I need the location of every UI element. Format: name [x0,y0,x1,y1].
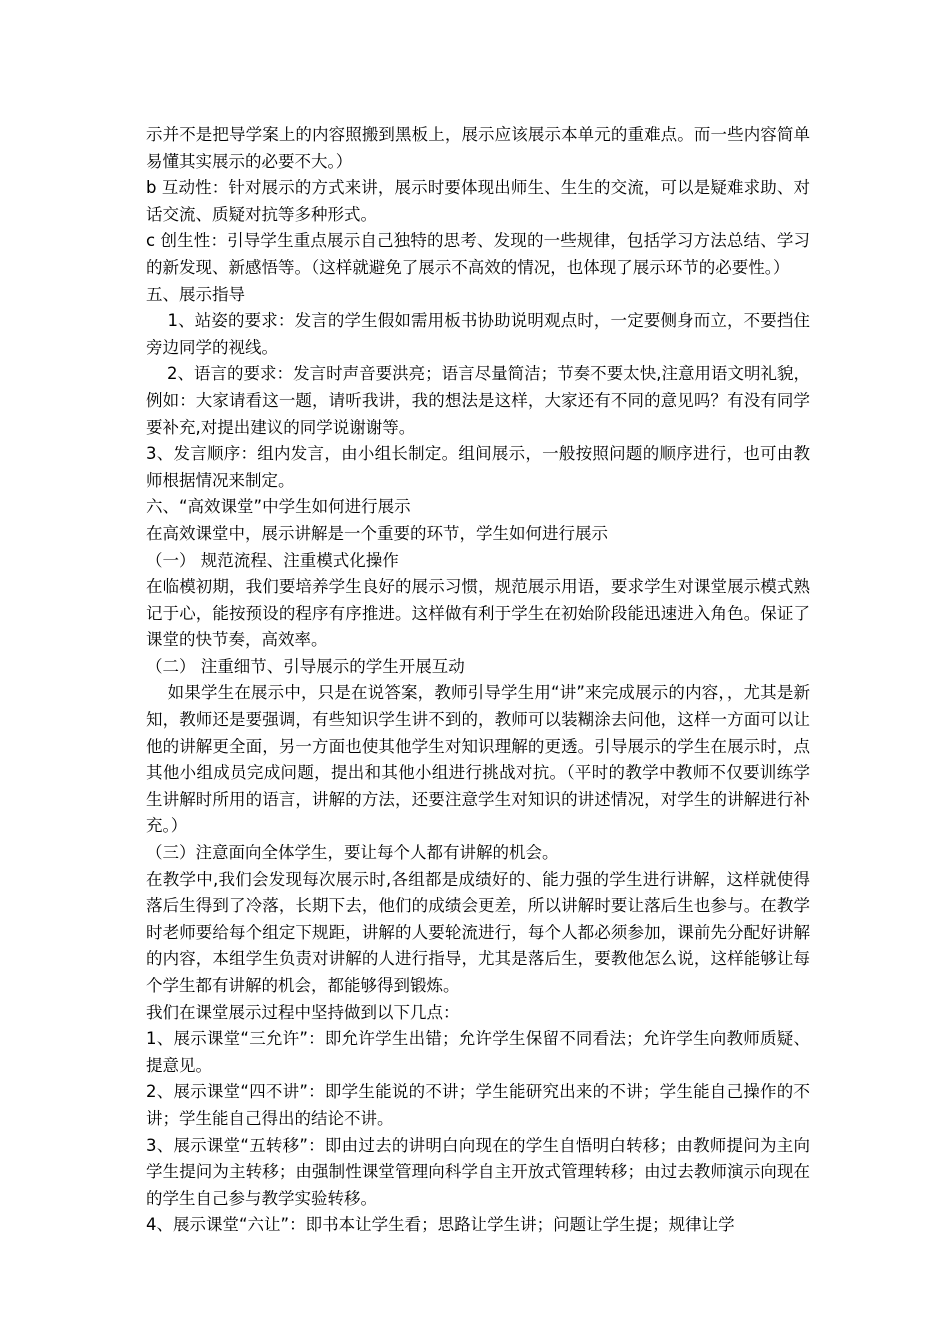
paragraph-speaking-order: 3、发言顺序：组内发言，由小组长制定。组间展示，一般按照问题的顺序进行，也可由教师根据情况来制定。 [146,444,810,490]
paragraph-posture: 1、站姿的要求：发言的学生假如需用板书协助说明观点时，一定要侧身而立，不要挡住旁边同学的视线。 [146,311,811,357]
list-item-four-no-teaching: 2、展示课堂“四不讲”：即学生能说的不讲；学生能研究出来的不讲；学生能自己操作的不讲；学生能自己得出的结论不讲。 [146,1082,810,1128]
paragraph-showing-significance: 示并不是把导学案上的内容照搬到黑板上，展示应该展示本单元的重难点。而一些内容简单易懂其实展示的必要不大。） [146,125,810,171]
paragraph-creativity: c 创生性：引导学生重点展示自己独特的思考、发现的一些规律，包括学习方法总结、学习的新发现、新感悟等。（这样就避免了展示不高效的情况，也体现了展示环节的必要性。） [146,231,810,277]
document-page [146,122,810,1239]
subheading-1: （一） 规范流程、注重模式化操作 [146,550,399,570]
list-item-three-allowances: 1、展示课堂“三允许”：即允许学生出错；允许学生保留不同看法；允许学生向教师质疑、提意见。 [146,1029,810,1075]
subheading-2: （二） 注重细节、引导展示的学生开展互动 [146,656,465,676]
paragraph-intro-section-6: 在高效课堂中，展示讲解是一个重要的环节，学生如何进行展示 [146,523,608,543]
subheading-3: （三）注意面向全体学生，要让每个人都有讲解的机会。 [146,843,559,863]
paragraph-details-interaction: 如果学生在展示中，只是在说答案，教师引导学生用“讲”来完成展示的内容，，尤其是新知，教师还是要强调，有些知识学生讲不到的，教师可以装糊涂去问他，这样一方面可以让他的讲解更全面，另一方面也使其他学生对知识理解的更透。引导展示的学生在展示时，点其他小组成员完成问题，提出和其他小组进行挑战对抗。（平时的教学中教师不仅要训练学生讲解时所用的语言，讲解的方法，还要注意学生对知识的讲述情况，对学生的讲解进行补充。） [146,683,810,836]
heading-section-5: 五、展示指导 [146,284,245,304]
paragraph-all-students: 在教学中,我们会发现每次展示时,各组都是成绩好的、能力强的学生进行讲解，这样就使得落后生得到了冷落，长期下去，他们的成绩会更差，所以讲解时要让落后生也参与。在教学时老师要给每个组定下规距，讲解的人要轮流进行，每个人都必须参加，课前先分配好讲解的内容，本组学生负责对讲解的人进行指导，尤其是落后生，要教他怎么说，这样能够让每个学生都有讲解的机会，都能够得到锻炼。 [146,869,810,995]
paragraph-interactivity: b 互动性：针对展示的方式来讲，展示时要体现出师生、生生的交流，可以是疑难求助、对话交流、质疑对抗等多种形式。 [146,178,810,224]
paragraph-principles-intro: 我们在课堂展示过程中坚持做到以下几点： [146,1002,460,1022]
list-item-five-shifts: 3、展示课堂“五转移”：即由过去的讲明白向现在的学生自悟明白转移；由教师提问为主向学生提问为主转移；由强制性课堂管理向科学自主开放式管理转移；由过去教师演示向现在的学生自己参与教学实验转移。 [146,1135,810,1208]
heading-section-6: 六、“高效课堂”中学生如何进行展示 [146,497,411,517]
paragraph-standard-process: 在临模初期，我们要培养学生良好的展示习惯，规范展示用语，要求学生对课堂展示模式熟记于心，能按预设的程序有序推进。这样做有利于学生在初始阶段能迅速进入角色。保证了课堂的快节奏，高效率。 [146,577,810,650]
list-item-six-lets: 4、展示课堂“六让”：即书本让学生看；思路让学生讲；问题让学生提；规律让学 [146,1215,735,1235]
paragraph-language: 2、语言的要求：发言时声音要洪亮；语言尽量简洁；节奏不要太快,注意用语文明礼貌，例如：大家请看这一题，请听我讲，我的想法是这样，大家还有不同的意见吗？有没有同学要补充,对提出建议的同学说谢谢等。 [146,364,810,437]
